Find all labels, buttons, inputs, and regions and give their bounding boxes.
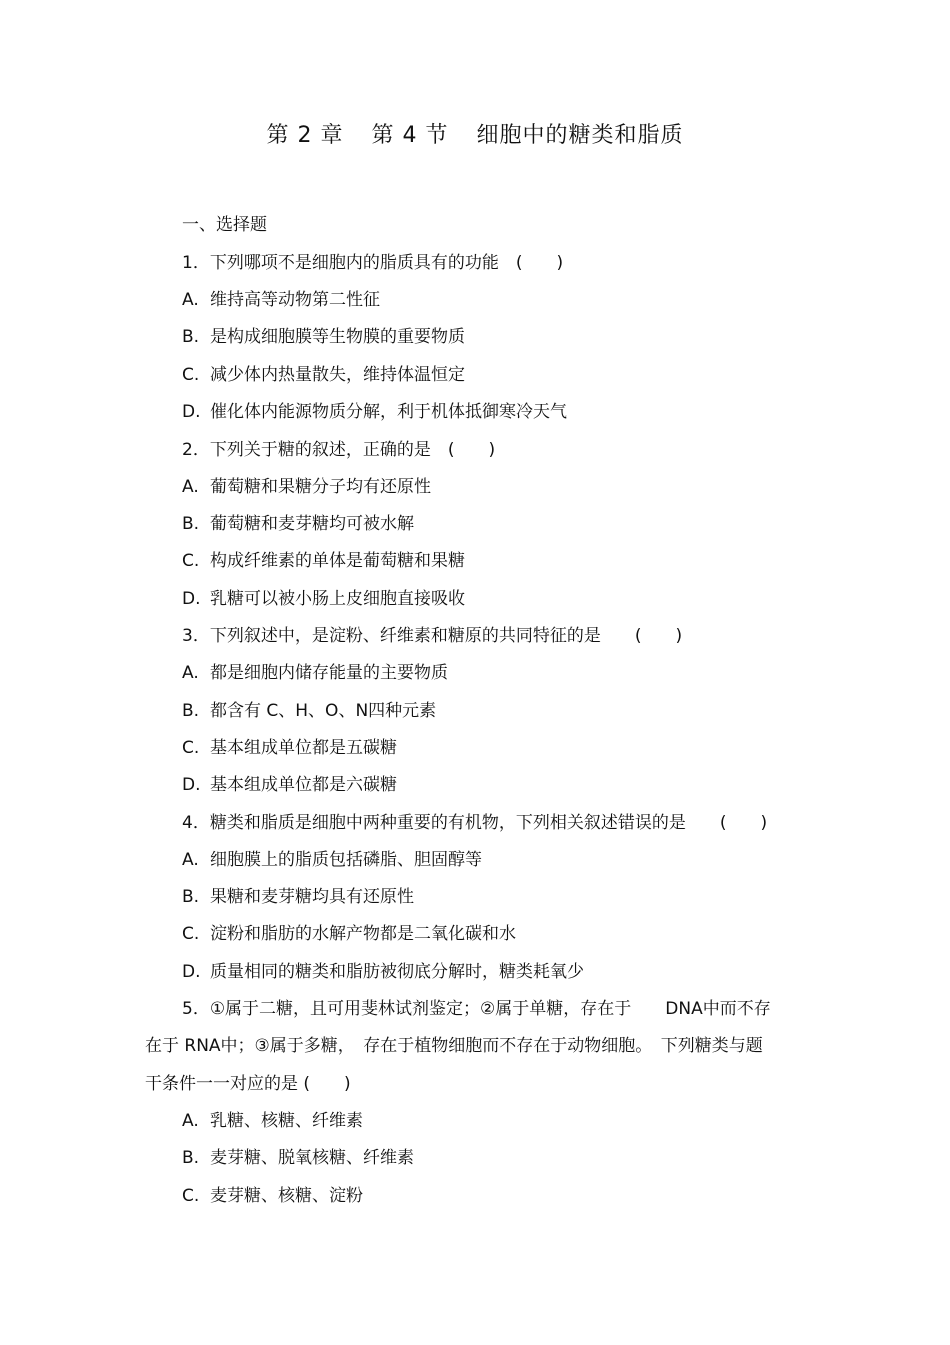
- question-stem: 4．糖类和脂质是细胞中两种重要的有机物，下列相关叙述错误的是 ( ): [182, 813, 768, 833]
- option-label: D.: [182, 962, 201, 982]
- option-row: [182, 584, 465, 609]
- option-text: 都是细胞内储存能量的主要物质: [210, 663, 448, 683]
- option-text: 基本组成单位都是六碳糖: [210, 775, 397, 795]
- option-row: [182, 696, 436, 721]
- option-row: [182, 770, 397, 795]
- option-row: [182, 1143, 414, 1168]
- option-text: 葡萄糖和麦芽糖均可被水解: [210, 514, 414, 534]
- option-text: 基本组成单位都是五碳糖: [210, 738, 397, 758]
- question-stem-line: 5．①属于二糖，且可用斐林试剂鉴定；②属于单糖，存在于 DNA中而不存: [182, 999, 771, 1019]
- question-stem: 3．下列叙述中，是淀粉、纤维素和糖原的共同特征的是 ( ): [182, 626, 683, 646]
- option-row: [182, 546, 465, 571]
- option-row: [182, 285, 380, 310]
- option-text: 都含有 C、H、O、N四种元素: [210, 701, 437, 721]
- option-row: [182, 733, 397, 758]
- question-stem-line: 干条件一一对应的是 ( ): [145, 1074, 351, 1094]
- option-label: A.: [182, 290, 199, 310]
- option-label: A.: [182, 1111, 199, 1131]
- option-label: C.: [182, 551, 200, 571]
- option-label: B.: [182, 887, 200, 907]
- option-text: 构成纤维素的单体是葡萄糖和果糖: [210, 551, 465, 571]
- option-text: 淀粉和脂肪的水解产物都是二氧化碳和水: [210, 924, 516, 944]
- option-text: 质量相同的糖类和脂肪被彻底分解时，糖类耗氧少: [210, 962, 584, 982]
- option-row: [182, 1181, 363, 1206]
- option-text: 麦芽糖、脱氧核糖、纤维素: [210, 1148, 414, 1168]
- option-label: A.: [182, 663, 199, 683]
- option-row: [182, 397, 567, 422]
- option-row: [182, 658, 448, 683]
- option-label: D.: [182, 402, 201, 422]
- option-row: [182, 1106, 363, 1131]
- question-stem: 1．下列哪项不是细胞内的脂质具有的功能 ( ): [182, 253, 564, 273]
- topic-label: 细胞中的糖类和脂质: [476, 123, 684, 148]
- option-text: 葡萄糖和果糖分子均有还原性: [210, 477, 431, 497]
- option-text: 麦芽糖、核糖、淀粉: [210, 1186, 363, 1206]
- question-stem-line: 在于 RNA中；③属于多糖， 存在于植物细胞而不存在于动物细胞。 下列糖类与题: [145, 1036, 763, 1056]
- option-label: C.: [182, 1186, 200, 1206]
- option-label: C.: [182, 924, 200, 944]
- option-label: B.: [182, 1148, 200, 1168]
- option-label: C.: [182, 365, 200, 385]
- option-label: A.: [182, 850, 199, 870]
- page-title: [0, 118, 950, 149]
- option-row: [182, 845, 482, 870]
- option-label: B.: [182, 701, 200, 721]
- option-row: [182, 360, 465, 385]
- option-row: [182, 919, 516, 944]
- option-label: B.: [182, 514, 200, 534]
- option-text: 果糖和麦芽糖均具有还原性: [210, 887, 414, 907]
- chapter-label: 第 2 章: [266, 123, 344, 148]
- option-text: 乳糖、核糖、纤维素: [210, 1111, 363, 1131]
- option-text: 细胞膜上的脂质包括磷脂、胆固醇等: [210, 850, 482, 870]
- option-label: C.: [182, 738, 200, 758]
- section-heading: 一、选择题: [182, 215, 267, 235]
- option-text: 减少体内热量散失，维持体温恒定: [210, 365, 465, 385]
- option-text: 乳糖可以被小肠上皮细胞直接吸收: [210, 589, 465, 609]
- option-row: [182, 509, 414, 534]
- option-row: [182, 472, 431, 497]
- section-label: 第 4 节: [371, 123, 449, 148]
- option-label: A.: [182, 477, 199, 497]
- option-label: B.: [182, 327, 200, 347]
- option-label: D.: [182, 775, 201, 795]
- option-text: 是构成细胞膜等生物膜的重要物质: [210, 327, 465, 347]
- question-stem: 2．下列关于糖的叙述，正确的是 ( ): [182, 440, 496, 460]
- option-row: [182, 882, 414, 907]
- option-text: 维持高等动物第二性征: [210, 290, 380, 310]
- option-row: [182, 322, 465, 347]
- option-text: 催化体内能源物质分解，利于机体抵御寒冷天气: [210, 402, 567, 422]
- option-label: D.: [182, 589, 201, 609]
- option-row: [182, 957, 584, 982]
